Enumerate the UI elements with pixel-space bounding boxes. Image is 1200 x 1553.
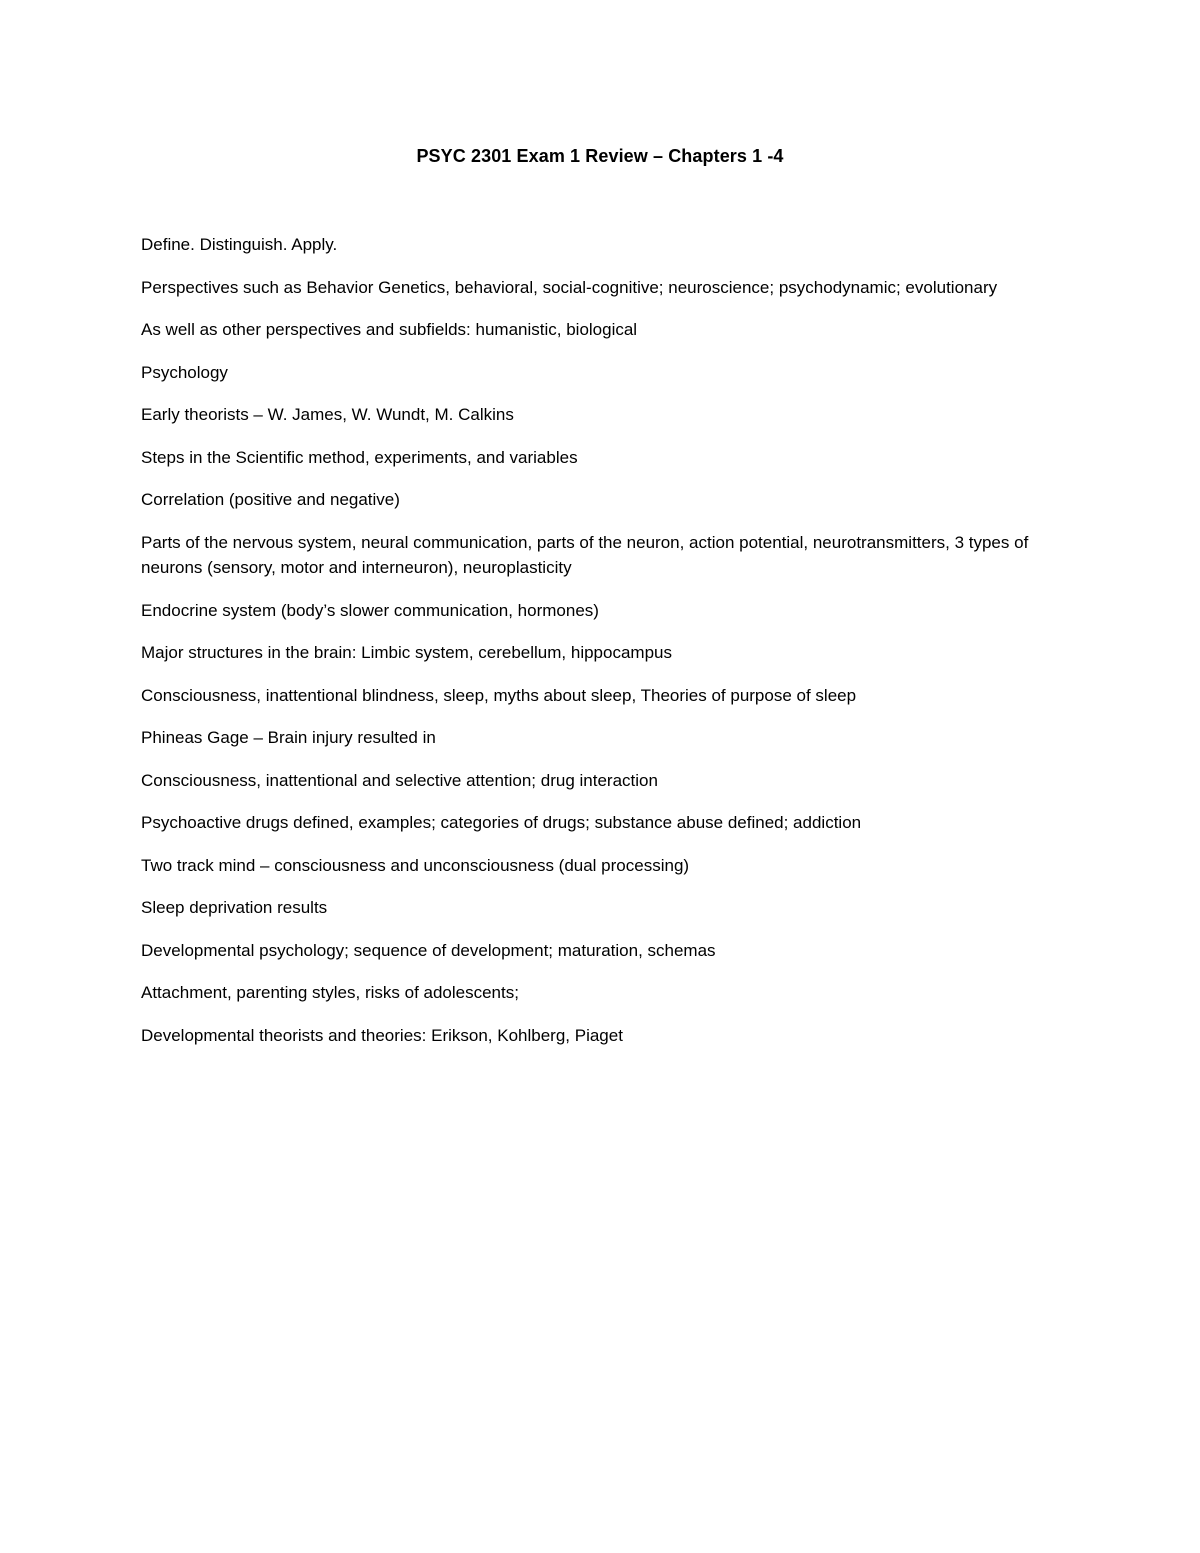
topic-scientific-method: Steps in the Scientific method, experiments, and variables [141,447,578,467]
topic-developmental-theorists: Developmental theorists and theories: Erikson, Kohlberg, Piaget [141,1025,623,1045]
topic-define-distinguish-apply: Define. Distinguish. Apply. [141,235,338,254]
topic-other-perspectives: As well as other perspectives and subfields: humanistic, biological [141,320,638,339]
topic-attention: Consciousness, inattentional and selective attention; drug interaction [141,770,658,790]
topic-developmental-psychology: Developmental psychology; sequence of development; maturation, schemas [141,940,716,960]
topic-attachment-parenting: Attachment, parenting styles, risks of adolescents; [141,983,519,1002]
topic-consciousness-sleep: Consciousness, inattentional blindness, sleep, myths about sleep, Theories of purpose of sleep [141,685,857,705]
topic-perspectives: Perspectives such as Behavior Genetics, behavioral, social-cognitive; neuroscience; psychodynamic; evolutionary [141,277,998,297]
review-topic-list [141,232,1061,1065]
document-title: PSYC 2301 Exam 1 Review – Chapters 1 -4 [416,146,784,166]
topic-sleep-deprivation: Sleep deprivation results [141,898,328,917]
topic-psychology: Psychology [141,362,228,382]
topic-correlation: Correlation (positive and negative) [141,490,400,509]
topic-brain-structures: Major structures in the brain: Limbic system, cerebellum, hippocampus [141,643,672,662]
topic-phineas-gage: Phineas Gage – Brain injury resulted in [141,728,436,747]
topic-nervous-system: Parts of the nervous system, neural communication, parts of the neuron, action potential, neurotransmitters, 3 types of neurons (sensory, motor and interneuron), neuroplasticity [141,532,1029,577]
topic-early-theorists: Early theorists – W. James, W. Wundt, M. Calkins [141,405,514,424]
topic-psychoactive-drugs: Psychoactive drugs defined, examples; categories of drugs; substance abuse defined; addiction [141,813,862,832]
topic-two-track-mind: Two track mind – consciousness and unconsciousness (dual processing) [141,855,690,875]
topic-endocrine-system: Endocrine system (body’s slower communication, hormones) [141,600,599,620]
